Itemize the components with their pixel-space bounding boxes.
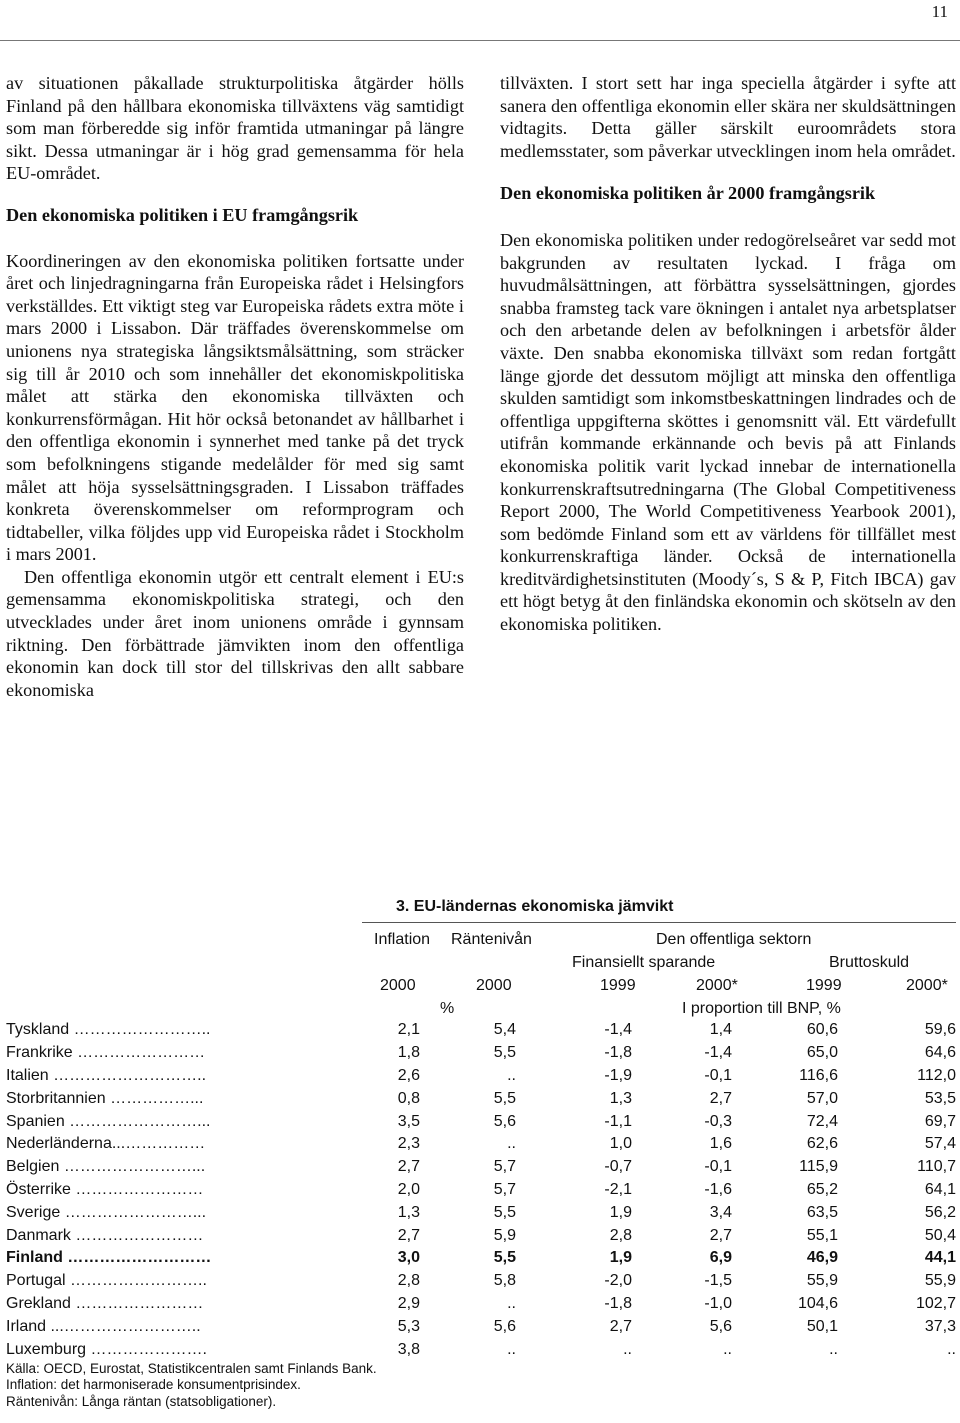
source-note-1: Källa: OECD, Eurostat, Statistikcentralen samt Finlands Bank. xyxy=(6,1360,377,1376)
header-year-5: 1999 xyxy=(806,977,842,994)
value-cell: 2,3 xyxy=(397,1135,420,1153)
value-cell: 110,7 xyxy=(917,1158,956,1176)
value-cell: 1,3 xyxy=(397,1203,420,1221)
country-cell: Portugal …………………….. xyxy=(6,1272,207,1290)
country-cell: Österrike …………………… xyxy=(6,1180,204,1198)
header-offentliga-sektorn: Den offentliga sektorn xyxy=(656,931,812,948)
value-cell: 5,8 xyxy=(493,1272,516,1290)
value-cell: 2,9 xyxy=(397,1294,420,1312)
value-cell: 63,5 xyxy=(806,1203,838,1221)
value-cell: 53,5 xyxy=(924,1089,956,1107)
value-cell: 5,5 xyxy=(493,1089,516,1107)
value-cell: -1,5 xyxy=(704,1272,732,1290)
header-year-2: 2000 xyxy=(476,977,512,994)
country-cell: Danmark …………………… xyxy=(6,1226,204,1244)
value-cell: 112,0 xyxy=(917,1066,956,1084)
table-row xyxy=(6,1315,956,1338)
source-note-3: Räntenivån: Långa räntan (statsobligationer). xyxy=(6,1393,277,1409)
value-cell: 50,4 xyxy=(924,1226,956,1244)
value-cell: 1,9 xyxy=(609,1203,632,1221)
header-year-6: 2000* xyxy=(906,977,948,994)
value-cell: -2,0 xyxy=(604,1272,632,1290)
value-cell: 55,9 xyxy=(806,1272,838,1290)
value-cell: -0,7 xyxy=(604,1158,632,1176)
header-rule xyxy=(0,40,960,41)
value-cell: 115,9 xyxy=(799,1158,838,1176)
table-row xyxy=(6,1110,956,1133)
value-cell: 50,1 xyxy=(806,1317,838,1335)
value-cell: 44,1 xyxy=(924,1249,956,1267)
value-cell: .. xyxy=(829,1340,838,1358)
left-paragraph-1: av situationen påkallade strukturpolitiska åtgärder hölls Finland på den hållbara ekonomiska tillväxtens väg samtidigt som man förberedde sig inför framtida utmaningar på längre sikt. Dessa utmaningar är i hög grad gemensamma för hela EU-området. xyxy=(6,73,464,184)
value-cell: 56,2 xyxy=(924,1203,956,1221)
table-row xyxy=(6,1270,956,1293)
table-title: 3. EU-ländernas ekonomiska jämvikt xyxy=(396,898,674,915)
value-cell: -1,6 xyxy=(704,1180,732,1198)
value-cell: 5,3 xyxy=(397,1317,420,1335)
header-inflation: Inflation xyxy=(374,931,431,948)
value-cell: 65,2 xyxy=(806,1180,838,1198)
table-row xyxy=(6,1179,956,1202)
value-cell: 2,8 xyxy=(397,1272,420,1290)
table-row xyxy=(6,1156,956,1179)
value-cell: 5,6 xyxy=(493,1317,516,1335)
value-cell: 2,7 xyxy=(397,1226,420,1244)
table-row xyxy=(6,1224,956,1247)
value-cell: .. xyxy=(507,1340,516,1358)
value-cell: 5,5 xyxy=(493,1249,516,1267)
table-sources xyxy=(6,1361,956,1411)
country-cell: Storbritannien ……………... xyxy=(6,1089,204,1107)
left-column xyxy=(6,72,464,701)
value-cell: 2,1 xyxy=(397,1021,420,1039)
value-cell: 5,5 xyxy=(493,1044,516,1062)
value-cell: 6,9 xyxy=(709,1249,732,1267)
value-cell: .. xyxy=(947,1340,956,1358)
value-cell: 1,9 xyxy=(609,1249,632,1267)
value-cell: 55,9 xyxy=(924,1272,956,1290)
value-cell: 3,0 xyxy=(397,1249,420,1267)
value-cell: 5,6 xyxy=(493,1112,516,1130)
header-year-1: 2000 xyxy=(380,977,416,994)
value-cell: .. xyxy=(623,1340,632,1358)
right-paragraph-1: tillväxten. I stort sett har inga speciella åtgärder i syfte att sanera den offentliga ekonomin eller skära ner skuldsättningen vidtagits. Detta gäller särskilt euroområdets stora medlemsstater, som påverkar utvecklingen inom hela området. xyxy=(500,73,956,161)
value-cell: 55,1 xyxy=(806,1226,838,1244)
left-heading: Den ekonomiska politiken i EU framgångsrik xyxy=(6,204,359,225)
value-cell: .. xyxy=(507,1135,516,1153)
table-body xyxy=(6,1019,956,1361)
country-cell: Luxemburg …………………. xyxy=(6,1340,207,1358)
value-cell: 2,0 xyxy=(397,1180,420,1198)
value-cell: 72,4 xyxy=(806,1112,838,1130)
table-row xyxy=(6,1247,956,1270)
value-cell: -1,8 xyxy=(604,1294,632,1312)
value-cell: -1,4 xyxy=(604,1021,632,1039)
table-row xyxy=(6,1201,956,1224)
header-year-4: 2000* xyxy=(696,977,738,994)
value-cell: 5,5 xyxy=(493,1203,516,1221)
value-cell: 2,7 xyxy=(709,1089,732,1107)
data-table xyxy=(6,1019,956,1361)
value-cell: 59,6 xyxy=(924,1021,956,1039)
value-cell: 5,7 xyxy=(493,1180,516,1198)
value-cell: 3,4 xyxy=(709,1203,732,1221)
right-column xyxy=(500,72,956,636)
value-cell: 37,3 xyxy=(924,1317,956,1335)
table-row xyxy=(6,1293,956,1316)
economic-balance-table-block xyxy=(6,898,956,1410)
country-cell: Italien ……………………….. xyxy=(6,1066,207,1084)
country-cell: Finland ……………………… xyxy=(6,1249,212,1267)
value-cell: 46,9 xyxy=(806,1249,838,1267)
country-cell: Belgien ……………………... xyxy=(6,1158,206,1176)
header-year-3: 1999 xyxy=(600,977,636,994)
value-cell: 2,7 xyxy=(709,1226,732,1244)
right-paragraph-2: Den ekonomiska politiken under redogörelseåret var sedd mot bakgrunden av resultaten lyckad. I fråga om huvudmålsättningen, att förbättra sysselsättningen, gjordes snabba framsteg tack vare ökningen i antalet nya arbetsplatser och den arbetande delen av befolkningen i arbetsför ålder växte. Den snabba ekonomiska tillväxt som redan fortgått länge gjorde det dessutom möjligt att minska den offentliga skulden samtidigt som inkomstbeskattningen lindrades och de offentliga uppgifterna sköttes i genomsnitt väl. Ett värdefullt utifrån kommande erkännande och bevis på att Finlands ekonomiska politik varit lyckad innebar de internationella konkurrenskraftsutredningarna (The Global Competitiveness Report 2000, The World Competitiveness Yearbook 2001), som bedömde Finland som ett av världens för tillfället mest konkurrenskraftiga länder. Också de internationella kreditvärdighetsinstituten (Moody´s, S & P, Fitch IBCA) gav ett högt betyg åt den finländska ekonomin och skötseln av den ekonomiska politiken. xyxy=(500,229,956,635)
table-row xyxy=(6,1087,956,1110)
value-cell: 3,8 xyxy=(397,1340,420,1358)
value-cell: -1,4 xyxy=(704,1044,732,1062)
left-paragraph-3: Den offentliga ekonomin utgör ett centralt element i EU:s gemensamma ekonomiskpolitiska strategi, och den utvecklades under året inom unionens område i gynnsam riktning. Den förbättrade jämvikten inom den offentliga ekonomin kan dock till stor del tillskrivas den allt sabbare ekonomiska xyxy=(6,566,464,700)
value-cell: 69,7 xyxy=(924,1112,956,1130)
value-cell: 2,7 xyxy=(397,1158,420,1176)
value-cell: 1,6 xyxy=(709,1135,732,1153)
value-cell: 1,3 xyxy=(609,1089,632,1107)
page-number: 11 xyxy=(931,2,948,21)
value-cell: 2,7 xyxy=(609,1317,632,1335)
value-cell: 5,9 xyxy=(493,1226,516,1244)
value-cell: -1,9 xyxy=(604,1066,632,1084)
value-cell: -1,0 xyxy=(704,1294,732,1312)
table-row xyxy=(6,1338,956,1361)
value-cell: 60,6 xyxy=(806,1021,838,1039)
country-cell: Frankrike …………………… xyxy=(6,1044,206,1062)
value-cell: 116,6 xyxy=(799,1066,838,1084)
value-cell: .. xyxy=(507,1294,516,1312)
country-cell: Sverige ……………………... xyxy=(6,1203,207,1221)
table-title-rule xyxy=(362,922,956,923)
header-unit-bnp: I proportion till BNP, % xyxy=(682,1000,841,1017)
country-cell: Tyskland …………………….. xyxy=(6,1021,211,1039)
value-cell: 2,6 xyxy=(397,1066,420,1084)
value-cell: 5,7 xyxy=(493,1158,516,1176)
country-cell: Grekland …………………… xyxy=(6,1294,204,1312)
source-note-2: Inflation: det harmoniserade konsumentprisindex. xyxy=(6,1377,301,1393)
value-cell: 104,6 xyxy=(797,1294,838,1312)
value-cell: .. xyxy=(507,1066,516,1084)
table-row xyxy=(6,1042,956,1065)
value-cell: -1,8 xyxy=(604,1044,632,1062)
value-cell: -0,1 xyxy=(704,1066,732,1084)
value-cell: 57,4 xyxy=(924,1135,956,1153)
table-row xyxy=(6,1133,956,1156)
header-finansiellt-sparande: Finansiellt sparande xyxy=(572,954,716,971)
value-cell: 5,6 xyxy=(709,1317,732,1335)
header-unit-percent: % xyxy=(440,1000,455,1017)
value-cell: -0,1 xyxy=(704,1158,732,1176)
country-cell: Irland ...…………………….. xyxy=(6,1317,201,1335)
value-cell: 5,4 xyxy=(493,1021,516,1039)
header-rantenivan: Räntenivån xyxy=(451,931,532,948)
table-row xyxy=(6,1019,956,1042)
value-cell: 3,5 xyxy=(397,1112,420,1130)
value-cell: -2,1 xyxy=(604,1180,632,1198)
country-cell: Spanien ……………………... xyxy=(6,1112,211,1130)
value-cell: 0,8 xyxy=(397,1089,420,1107)
value-cell: 1,4 xyxy=(709,1021,732,1039)
value-cell: 64,1 xyxy=(924,1180,956,1198)
left-paragraph-2: Koordineringen av den ekonomiska politiken fortsatte under året och linjedragningarna från Europeiska rådet i Helsingfors verkställdes. Ett viktigt steg var Europeiska rådets extra möte i mars 2000 i Lissabon. Där träffades överenskommelse om unionens nya strategiska långsiktsmålsättning, som sträcker sig till år 2010 och som innehåller det ekonomiskpolitiska målet att stärka den ekonomiska tillväxten och konkurrensförmågan. Hit hör också betonandet av hållbarhet i den offentliga ekonomin i synnerhet med tanke på det tryck som befolkningens stigande medelålder för med sig samt målet att höja sysselsättningsgraden. I Lissabon träffades konkreta överenskommelser om reformprogram och tidtabeller, vilka följdes upp vid Europeiska rådet i Stockholm i mars 2001. xyxy=(6,250,464,565)
right-heading: Den ekonomiska politiken år 2000 framgångsrik xyxy=(500,183,876,204)
value-cell: -1,1 xyxy=(604,1112,632,1130)
header-bruttoskuld: Bruttoskuld xyxy=(829,954,910,971)
value-cell: 102,7 xyxy=(915,1294,956,1312)
value-cell: .. xyxy=(723,1340,732,1358)
country-cell: Nederländerna...…………… xyxy=(6,1135,206,1153)
value-cell: 64,6 xyxy=(924,1044,956,1062)
table-row xyxy=(6,1065,956,1088)
value-cell: 1,0 xyxy=(609,1135,632,1153)
value-cell: 2,8 xyxy=(609,1226,632,1244)
value-cell: 57,0 xyxy=(806,1089,838,1107)
value-cell: 62,6 xyxy=(806,1135,838,1153)
value-cell: -0,3 xyxy=(704,1112,732,1130)
value-cell: 65,0 xyxy=(806,1044,838,1062)
value-cell: 1,8 xyxy=(397,1044,420,1062)
table-header xyxy=(6,929,956,1019)
